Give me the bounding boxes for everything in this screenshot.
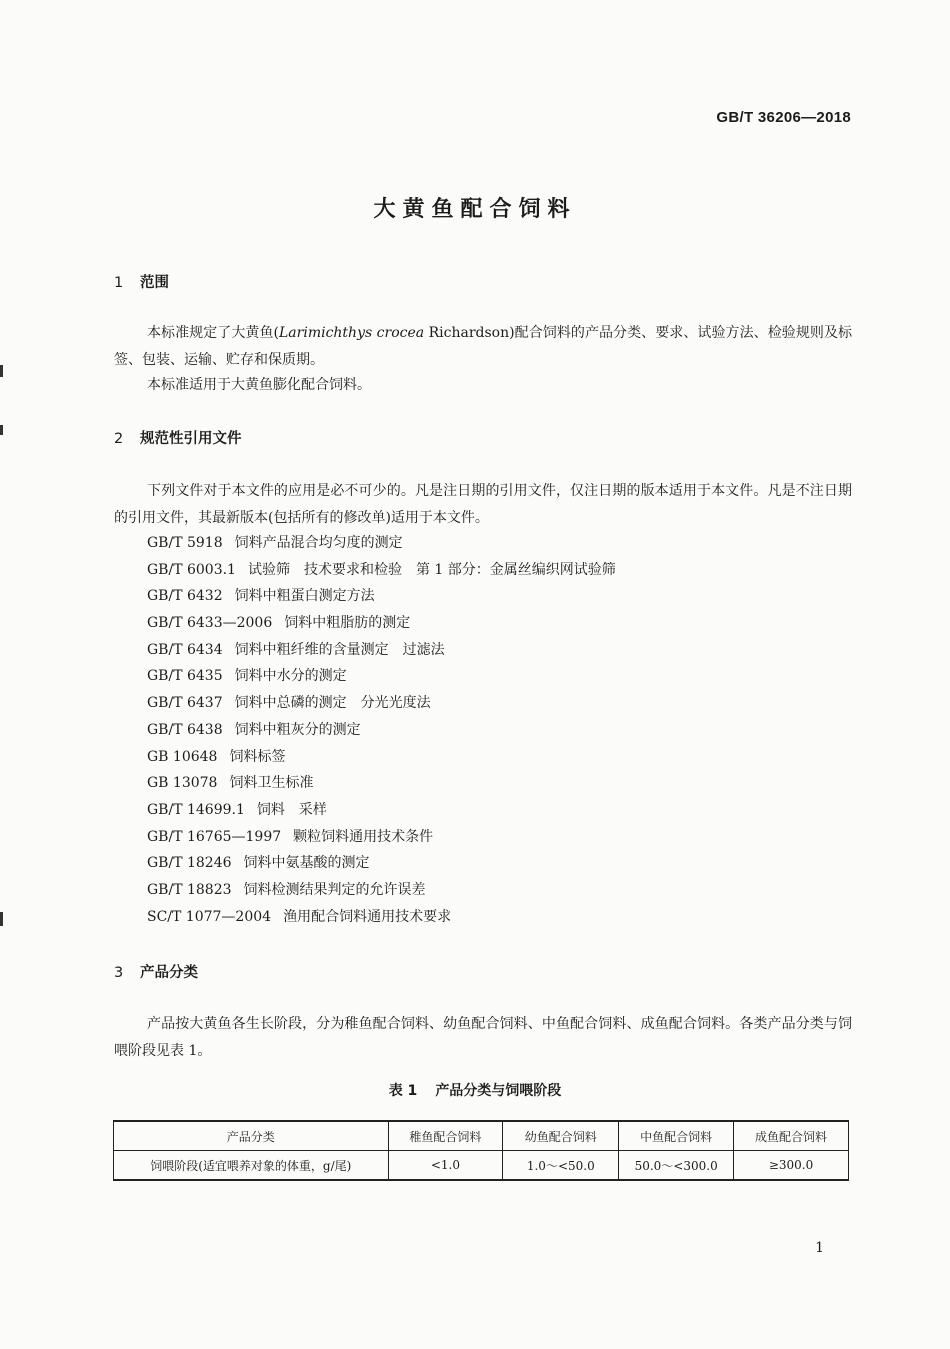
reference-item	[147, 610, 616, 637]
section-1-heading	[114, 271, 169, 292]
reference-title: 饲料中粗脂肪的测定	[284, 615, 411, 632]
product-classification-table	[113, 1120, 849, 1181]
section-title: 产品分类	[140, 965, 198, 981]
reference-item	[147, 637, 616, 664]
reference-title: 饲料中氨基酸的测定	[243, 855, 370, 872]
table-number: 表 1	[388, 1083, 418, 1099]
reference-item	[147, 904, 616, 931]
reference-item	[147, 770, 616, 797]
scan-edge-mark	[0, 425, 3, 435]
section-3-paragraph-1: 产品按大黄鱼各生长阶段，分为稚鱼配合饲料、幼鱼配合饲料、中鱼配合饲料、成鱼配合饲料。各类产品分类与饲喂阶段见表 1。	[114, 1016, 852, 1059]
table-row	[114, 1151, 849, 1181]
reference-code: GB/T 14699.1	[147, 801, 245, 818]
reference-code: GB/T 6437	[147, 695, 223, 712]
reference-code: GB/T 6434	[147, 641, 223, 658]
section-number: 1	[114, 275, 124, 291]
reference-title: 饲料中总磷的测定 分光光度法	[234, 695, 431, 712]
table-header-cell: 稚鱼配合饲料	[388, 1121, 503, 1151]
reference-code: GB/T 18823	[147, 881, 232, 898]
section-1-paragraph-2: 本标准适用于大黄鱼膨化配合饲料。	[147, 377, 371, 393]
reference-code: GB/T 6432	[147, 588, 223, 605]
reference-code: GB/T 18246	[147, 855, 232, 872]
reference-title: 饲料中粗蛋白测定方法	[234, 588, 375, 605]
reference-item	[147, 824, 616, 851]
text-run: 本标准规定了大黄鱼(	[147, 325, 279, 341]
section-title: 规范性引用文件	[140, 431, 242, 447]
reference-code: GB/T 6433—2006	[147, 615, 273, 632]
table-header-cell: 中鱼配合饲料	[619, 1121, 734, 1151]
table-header-cell: 成鱼配合饲料	[734, 1121, 849, 1151]
reference-code: GB/T 6003.1	[147, 561, 236, 578]
reference-code: SC/T 1077—2004	[147, 908, 272, 925]
section-2-paragraph-1: 下列文件对于本文件的应用是必不可少的。凡是注日期的引用文件，仅注日期的版本适用于本文件。凡是不注日期的引用文件，其最新版本(包括所有的修改单)适用于本文件。	[114, 483, 852, 526]
scan-edge-mark	[0, 365, 3, 377]
table-cell: <1.0	[388, 1151, 503, 1181]
reference-code: GB 10648	[147, 748, 218, 765]
normative-reference-list	[147, 530, 616, 930]
reference-title: 饲料中粗灰分的测定	[234, 721, 361, 738]
reference-title: 饲料中粗纤维的含量测定 过滤法	[234, 641, 445, 658]
reference-item	[147, 850, 616, 877]
table-cell: ≥300.0	[734, 1151, 849, 1181]
reference-title: 饲料中水分的测定	[234, 668, 347, 685]
section-title: 范围	[140, 275, 169, 291]
reference-item	[147, 717, 616, 744]
reference-item	[147, 744, 616, 771]
reference-title: 饲料卫生标准	[229, 775, 314, 792]
reference-code: GB/T 6438	[147, 721, 223, 738]
reference-item	[147, 797, 616, 824]
reference-title: 饲料标签	[229, 748, 286, 765]
reference-title: 饲料检测结果判定的允许误差	[243, 881, 426, 898]
table-cell: 饲喂阶段(适宜喂养对象的体重，g/尾)	[114, 1151, 389, 1181]
reference-title: 渔用配合饲料通用技术要求	[283, 908, 452, 925]
reference-code: GB/T 6435	[147, 668, 223, 685]
table-header-cell: 幼鱼配合饲料	[503, 1121, 619, 1151]
section-number: 3	[114, 965, 124, 981]
document-title: 大黄鱼配合饲料	[373, 197, 577, 222]
species-name: Larimichthys crocea	[279, 325, 425, 341]
section-3-heading	[114, 961, 198, 982]
reference-item	[147, 663, 616, 690]
reference-item	[147, 583, 616, 610]
section-number: 2	[114, 431, 124, 447]
table-cell: 1.0～<50.0	[503, 1151, 619, 1181]
reference-code: GB 13078	[147, 775, 218, 792]
table-header-cell: 产品分类	[114, 1121, 389, 1151]
section-2-heading	[114, 427, 242, 448]
reference-item	[147, 530, 616, 557]
reference-code: GB/T 16765—1997	[147, 828, 282, 845]
page-number: 1	[815, 1240, 824, 1256]
scan-edge-mark	[0, 912, 3, 926]
reference-title: 试验筛 技术要求和检验 第 1 部分：金属丝编织网试验筛	[247, 561, 616, 578]
table-cell: 50.0～<300.0	[619, 1151, 734, 1181]
table-title: 产品分类与饲喂阶段	[435, 1083, 562, 1099]
standard-code: GB/T 36206—2018	[716, 109, 851, 126]
reference-item	[147, 877, 616, 904]
reference-item	[147, 690, 616, 717]
reference-code: GB/T 5918	[147, 535, 223, 551]
reference-title: 饲料产品混合均匀度的测定	[234, 535, 403, 551]
reference-title: 饲料 采样	[256, 801, 327, 818]
reference-item	[147, 557, 616, 584]
table-caption	[0, 1080, 950, 1100]
text-run: Richardson)配合饲料的产品分类、要求、试验方法、检验规则及标签、包装、运输、贮存和保质期。	[114, 325, 853, 368]
section-1-paragraph-1	[114, 320, 852, 374]
table-header-row	[114, 1121, 849, 1151]
reference-title: 颗粒饲料通用技术条件	[293, 828, 434, 845]
